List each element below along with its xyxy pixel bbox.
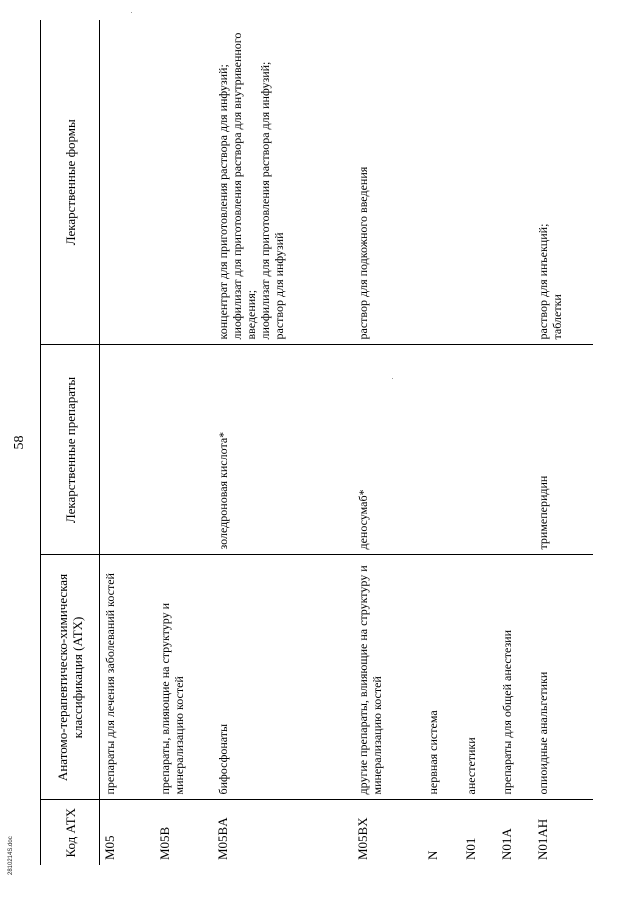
table-row [213, 20, 353, 865]
file-code-label: 2810214S.doc [8, 836, 14, 875]
table-header-row [41, 20, 100, 865]
table-row [533, 20, 593, 865]
cell-forms [497, 20, 533, 345]
table-row [461, 20, 497, 865]
cell-forms [461, 20, 497, 345]
cell-forms: концентрат для приготовления раствора для инфузий; лиофилизат для приготовления раствора для внутривенного введения; лиофилизат для приготовления раствора для инфузий; раствор для инфузий [213, 20, 353, 345]
table-row [353, 20, 423, 865]
cell-code: M05B [156, 826, 172, 860]
header-code: Код АТХ [41, 800, 100, 865]
cell-drug: деносумаб* [353, 345, 423, 555]
table-row [497, 20, 533, 865]
header-atx-classification: Анатомо-терапевтическо-химическая классификация (АТХ) [41, 555, 100, 800]
cell-atx: препараты, влияющие на структуру и минерализацию костей [155, 555, 213, 800]
cell-drug: тримеперидин [533, 345, 593, 555]
page-number: 58 [12, 435, 27, 450]
cell-code: N01AH [534, 818, 550, 860]
table-row [155, 20, 213, 865]
cell-atx: опиоидные анальгетики [533, 555, 593, 800]
cell-drug [100, 345, 155, 555]
cell-forms [100, 20, 155, 345]
cell-atx: препараты для общей анестезии [497, 555, 533, 800]
cell-code: M05 [102, 835, 117, 860]
scan-speck [392, 378, 393, 379]
cell-code: N [424, 850, 440, 860]
rotated-page-content [12, 20, 610, 865]
cell-forms: раствор для инъекций; таблетки [533, 20, 593, 345]
cell-atx: препараты для лечения заболеваний костей [100, 555, 155, 800]
cell-drug [461, 345, 497, 555]
cell-code: M05BX [354, 817, 370, 860]
cell-forms [155, 20, 213, 345]
header-forms: Лекарственные формы [41, 20, 100, 345]
cell-atx: анестетики [461, 555, 497, 800]
header-drugs: Лекарственные препараты [41, 345, 100, 555]
cell-code: N01A [498, 828, 514, 860]
cell-code: N01 [462, 837, 478, 860]
cell-atx: нервная система [423, 555, 461, 800]
cell-code: M05BA [214, 817, 230, 860]
table-row [100, 20, 155, 865]
cell-drug [497, 345, 533, 555]
cell-drug [423, 345, 461, 555]
cell-atx: бифосфонаты [213, 555, 353, 800]
cell-drug: золедроновая кислота* [213, 345, 353, 555]
cell-drug [155, 345, 213, 555]
cell-forms: раствор для подкожного введения [353, 20, 423, 345]
table-row [423, 20, 461, 865]
atx-classification-table [40, 20, 593, 865]
document-file-stamp [8, 836, 88, 895]
cell-forms [423, 20, 461, 345]
scan-speck [131, 12, 132, 13]
cell-atx: другие препараты, влияющие на структуру и минерализацию костей [353, 555, 423, 800]
